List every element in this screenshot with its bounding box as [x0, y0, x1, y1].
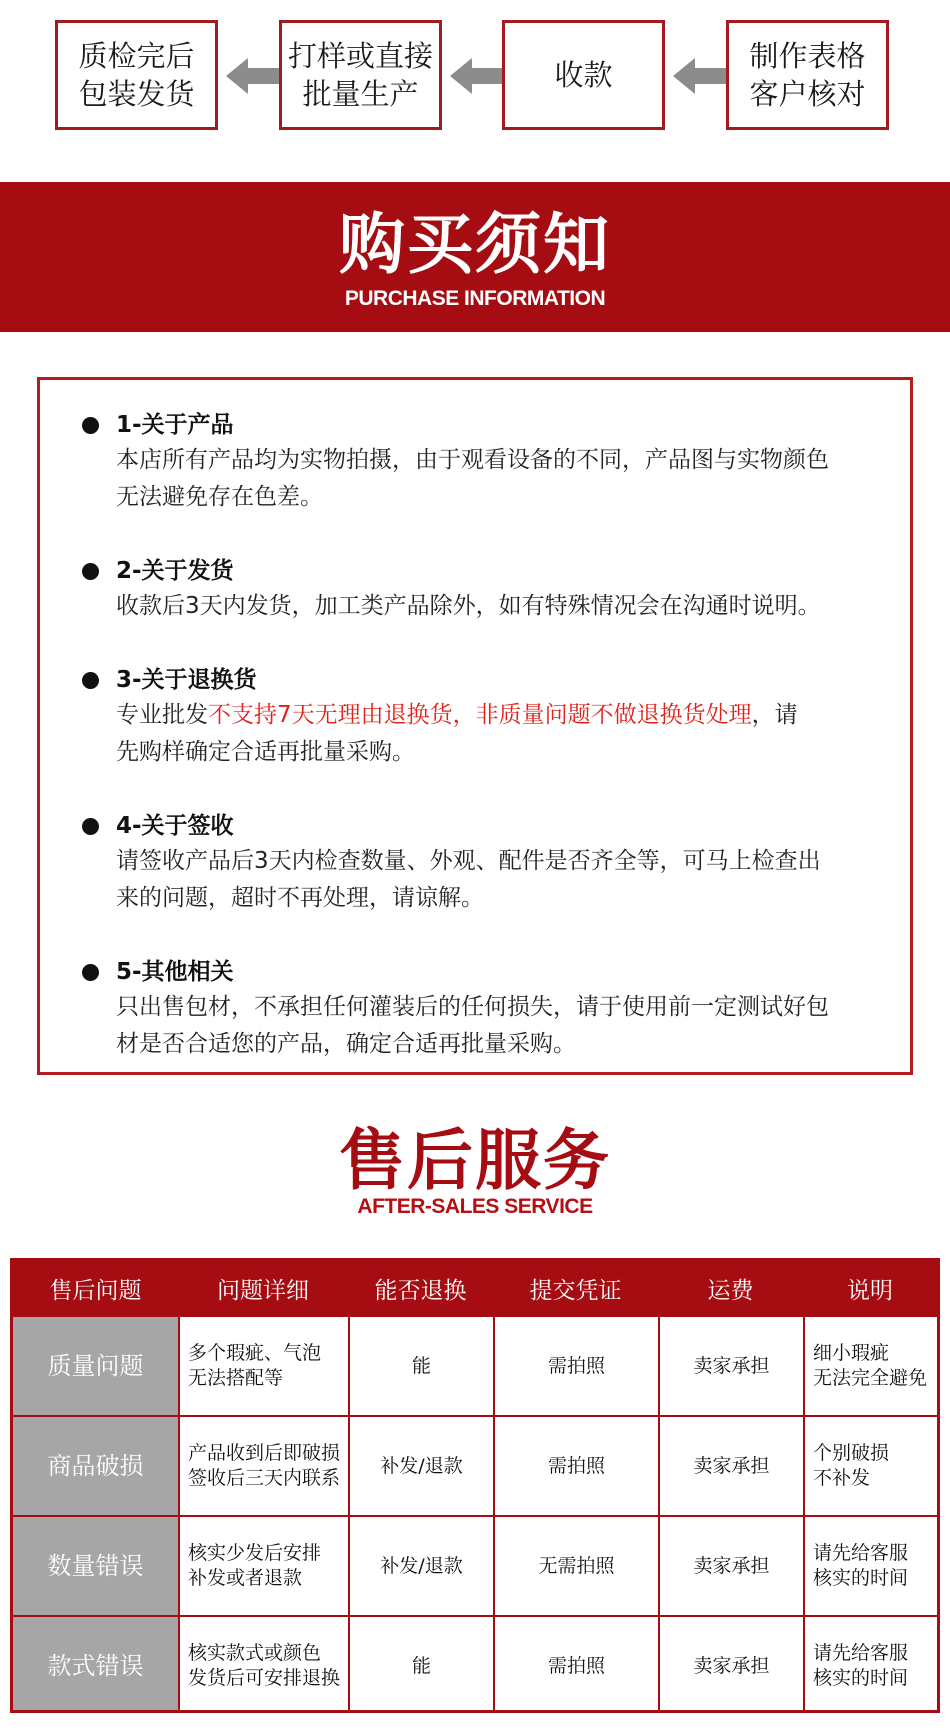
notice-text: ，请	[751, 702, 798, 728]
table-cell-issue: 商品破损	[13, 1417, 178, 1515]
table-cell-shipping: 卖家承担	[658, 1417, 803, 1515]
table-cell-detail: 核实款式或颜色 发货后可安排退换	[178, 1617, 348, 1713]
notice-body-line	[116, 697, 882, 734]
notice-body-line: 先购样确定合适再批量采购。	[116, 739, 415, 765]
purchase-title: 购买须知	[339, 206, 611, 283]
table-header-cell: 售后问题	[49, 1277, 142, 1304]
after-sales-table	[10, 1258, 940, 1713]
table-cell-note: 细小瑕疵 无法完全避免	[803, 1317, 937, 1415]
bullet-icon	[82, 563, 99, 580]
flow-step-production: 打样或直接 批量生产	[279, 20, 442, 130]
notice-heading	[82, 955, 882, 989]
table-cell-detail: 核实少发后安排 补发或者退款	[178, 1517, 348, 1615]
purchase-banner	[0, 182, 950, 332]
table-cell-detail: 多个瑕疵、气泡 无法搭配等	[178, 1317, 348, 1415]
arrow-left-icon	[673, 58, 728, 94]
table-cell-issue: 质量问题	[13, 1317, 178, 1415]
table-row	[13, 1415, 937, 1515]
bullet-icon	[82, 818, 99, 835]
table-header-cell: 提交凭证	[529, 1277, 622, 1304]
notice-heading	[82, 408, 882, 442]
table-cell-proof: 需拍照	[493, 1617, 658, 1713]
arrow-left-icon	[450, 58, 505, 94]
flow-step-payment: 收款	[502, 20, 665, 130]
bullet-icon	[82, 417, 99, 434]
table-cell-detail: 产品收到后即破损 签收后三天内联系	[178, 1417, 348, 1515]
table-cell-returnable: 能	[348, 1617, 493, 1713]
notice-item-receipt	[82, 809, 882, 917]
notice-body-line: 来的问题，超时不再处理，请谅解。	[116, 885, 484, 911]
notice-heading-text: 4-关于签收	[116, 813, 234, 839]
after-sales-title: 售后服务	[339, 1122, 611, 1199]
notice-heading-text: 2-关于发货	[116, 558, 234, 584]
table-cell-note: 请先给客服 核实的时间	[803, 1517, 937, 1615]
bullet-icon	[82, 964, 99, 981]
purchase-subtitle: PURCHASE INFORMATION	[344, 287, 606, 310]
table-cell-note: 请先给客服 核实的时间	[803, 1617, 937, 1713]
notice-heading	[82, 663, 882, 697]
notice-heading-text: 1-关于产品	[116, 412, 234, 438]
table-header-cell: 能否退换	[374, 1277, 467, 1304]
table-header-cell: 问题详细	[217, 1277, 309, 1304]
notice-heading	[82, 554, 882, 588]
after-sales-subtitle: AFTER-SALES SERVICE	[357, 1195, 593, 1218]
table-cell-note: 个别破损 不补发	[803, 1417, 937, 1515]
notice-body-line: 材是否合适您的产品，确定合适再批量采购。	[116, 1031, 576, 1057]
notice-body-line: 只出售包材，不承担任何灌装后的任何损失，请于使用前一定测试好包	[116, 994, 829, 1020]
notice-body-line: 请签收产品后3天内检查数量、外观、配件是否齐全等，可马上检查出	[116, 848, 821, 874]
arrow-left-icon	[226, 58, 281, 94]
process-flow	[0, 0, 950, 150]
notice-body-line: 收款后3天内发货，加工类产品除外，如有特殊情况会在沟通时说明。	[116, 593, 821, 619]
notice-item-product	[82, 408, 882, 516]
table-header-cell: 说明	[847, 1277, 893, 1304]
notice-heading-text: 3-关于退换货	[116, 667, 257, 693]
table-cell-issue: 款式错误	[13, 1617, 178, 1713]
notice-text: 专业批发	[116, 702, 208, 728]
table-row	[13, 1315, 937, 1415]
table-cell-shipping: 卖家承担	[658, 1617, 803, 1713]
table-cell-shipping: 卖家承担	[658, 1517, 803, 1615]
notice-highlight-text: 不支持7天无理由退换货，非质量问题不做退换货处理	[208, 702, 752, 728]
table-cell-shipping: 卖家承担	[658, 1317, 803, 1415]
table-header-cell: 运费	[707, 1277, 754, 1304]
notice-body-line: 无法避免存在色差。	[116, 484, 323, 510]
table-cell-proof: 需拍照	[493, 1417, 658, 1515]
table-header-row	[13, 1261, 937, 1315]
notice-item-other	[82, 955, 882, 1063]
table-cell-proof: 无需拍照	[493, 1517, 658, 1615]
flow-step-ship: 质检完后 包装发货	[55, 20, 218, 130]
table-cell-issue: 数量错误	[13, 1517, 178, 1615]
table-cell-returnable: 补发/退款	[348, 1517, 493, 1615]
bullet-icon	[82, 672, 99, 689]
table-cell-returnable: 补发/退款	[348, 1417, 493, 1515]
table-cell-returnable: 能	[348, 1317, 493, 1415]
table-row	[13, 1515, 937, 1615]
notice-item-shipping	[82, 554, 882, 625]
notice-heading	[82, 809, 882, 843]
purchase-notice-box	[37, 377, 913, 1075]
flow-step-form: 制作表格 客户核对	[726, 20, 889, 130]
notice-item-returns	[82, 663, 882, 771]
notice-body-line: 本店所有产品均为实物拍摄，由于观看设备的不同，产品图与实物颜色	[116, 447, 829, 473]
notice-heading-text: 5-其他相关	[116, 959, 234, 985]
table-cell-proof: 需拍照	[493, 1317, 658, 1415]
table-row	[13, 1615, 937, 1713]
